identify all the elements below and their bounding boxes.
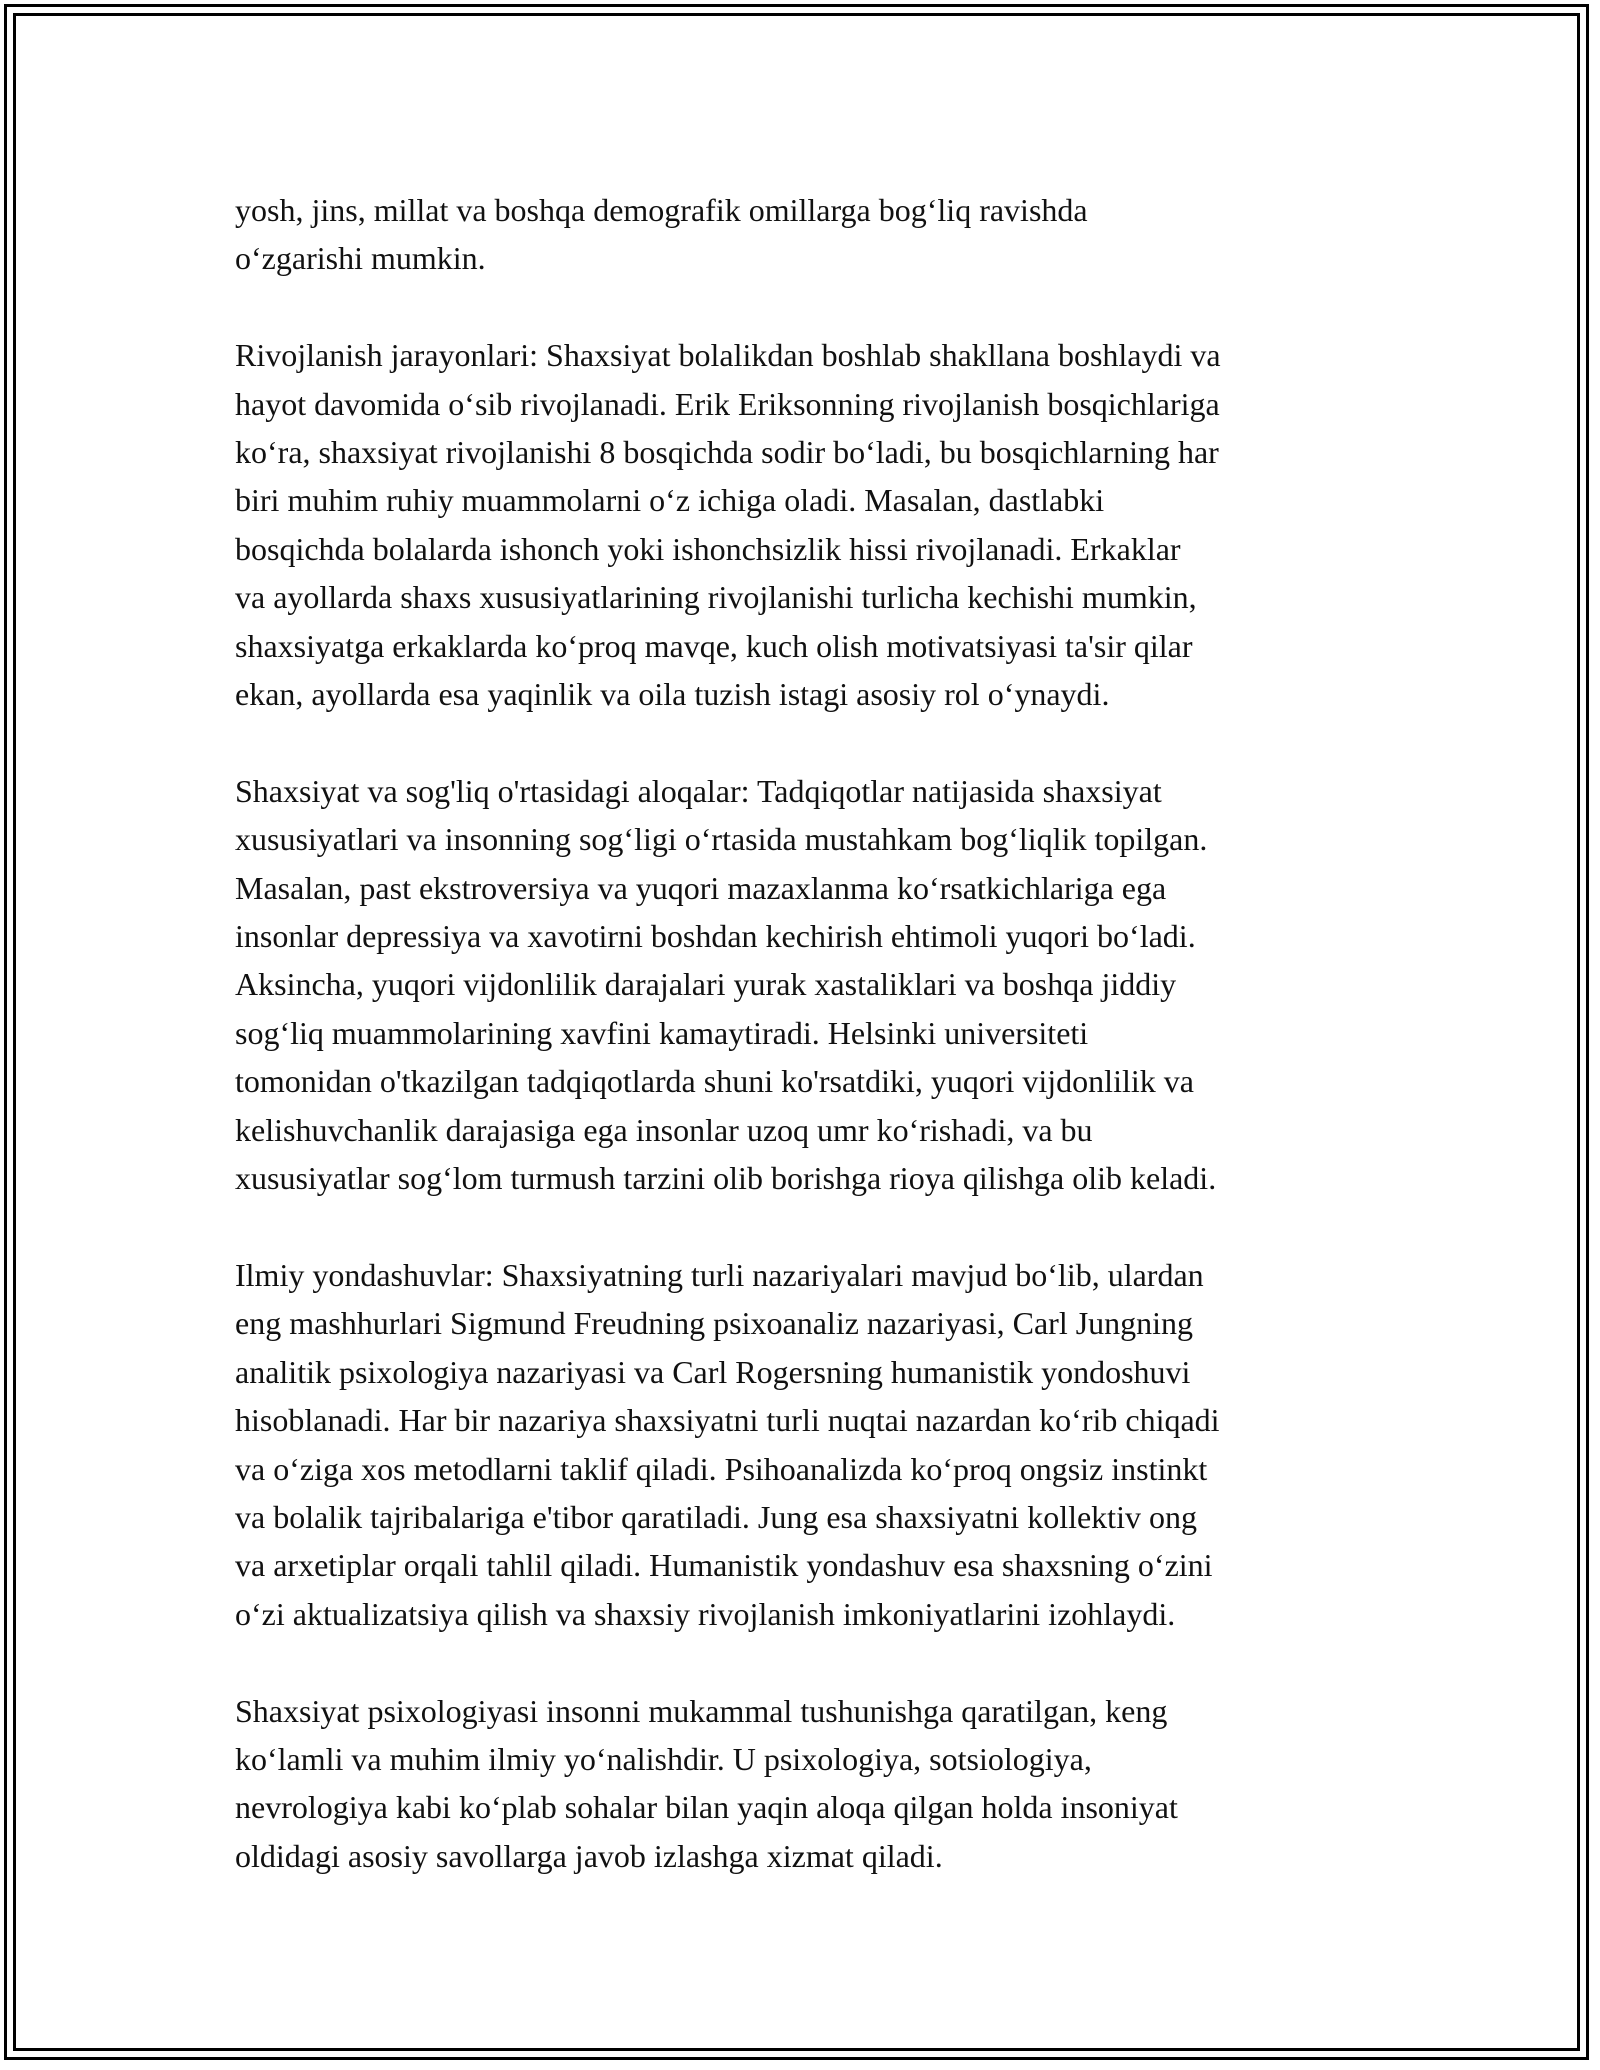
text-line: sog‘liq muammolarining xavfini kamaytiradi. Helsinki universiteti — [235, 1014, 1089, 1051]
paragraph-conclusion — [235, 1687, 1370, 1881]
text-line: Shaxsiyat va sog'liq o'rtasidagi aloqalar: Tadqiqotlar natijasida shaxsiyat — [235, 772, 1162, 809]
text-line: hisoblanadi. Har bir nazariya shaxsiyatni turli nuqtai nazardan ko‘rib chiqadi — [235, 1402, 1220, 1439]
text-line: Aksincha, yuqori vijdonlilik darajalari yurak xastaliklari va boshqa jiddiy — [235, 966, 1177, 1003]
text-line: ekan, ayollarda esa yaqinlik va oila tuzish istagi asosiy rol o‘ynaydi. — [235, 676, 1110, 713]
paragraph-scientific-approaches — [235, 1251, 1370, 1638]
text-line: va o‘ziga xos metodlarni taklif qiladi. Psihoanalizda ko‘proq ongsiz instinkt — [235, 1450, 1208, 1487]
paragraph-demographics — [235, 186, 1370, 283]
paragraph-development — [235, 331, 1370, 718]
text-line: kelishuvchanlik darajasiga ega insonlar uzoq umr ko‘rishadi, va bu — [235, 1111, 1093, 1148]
text-line: yosh, jins, millat va boshqa demografik omillarga bog‘liq ravishda — [235, 192, 1088, 228]
text-line: xususiyatlari va insonning sog‘ligi o‘rtasida mustahkam bog‘liqlik topilgan. — [235, 821, 1208, 858]
text-line: ko‘lamli va muhim ilmiy yo‘nalishdir. U psixologiya, sotsiologiya, — [235, 1740, 1092, 1777]
text-line: o‘zgarishi mumkin. — [235, 240, 486, 277]
text-line: oldidagi asosiy savollarga javob izlashga xizmat qiladi. — [235, 1837, 943, 1874]
text-line: bosqichda bolalarda ishonch yoki ishonchsizlik hissi rivojlanadi. Erkaklar — [235, 530, 1181, 567]
text-line: insonlar depressiya va xavotirni boshdan kechirish ehtimoli yuqori bo‘ladi. — [235, 918, 1196, 955]
document-body — [235, 186, 1370, 1929]
text-line: biri muhim ruhiy muammolarni o‘z ichiga oladi. Masalan, dastlabki — [235, 482, 1105, 519]
text-line: Ilmiy yondashuvlar: Shaxsiyatning turli nazariyalari mavjud bo‘lib, ulardan — [235, 1256, 1204, 1293]
text-line: o‘zi aktualizatsiya qilish va shaxsiy rivojlanish imkoniyatlarini izohlaydi. — [235, 1595, 1176, 1632]
text-line: va arxetiplar orqali tahlil qiladi. Humanistik yondashuv esa shaxsning o‘zini — [235, 1547, 1213, 1584]
text-line: va bolalik tajribalariga e'tibor qaratiladi. Jung esa shaxsiyatni kollektiv ong — [235, 1498, 1197, 1535]
text-line: tomonidan o'tkazilgan tadqiqotlarda shuni ko'rsatdiki, yuqori vijdonlilik va — [235, 1063, 1194, 1100]
text-line: ko‘ra, shaxsiyat rivojlanishi 8 bosqichda sodir bo‘ladi, bu bosqichlarning har — [235, 434, 1219, 471]
text-line: analitik psixologiya nazariyasi va Carl Rogersning humanistik yondoshuvi — [235, 1353, 1191, 1390]
text-line: eng mashhurlari Sigmund Freudning psixoanaliz nazariyasi, Carl Jungning — [235, 1305, 1194, 1342]
text-line: Masalan, past ekstroversiya va yuqori mazaxlanma ko‘rsatkichlariga ega — [235, 869, 1167, 906]
text-line: va ayollarda shaxs xususiyatlarining rivojlanishi turlicha kechishi mumkin, — [235, 579, 1197, 616]
text-line: hayot davomida o‘sib rivojlanadi. Erik Eriksonning rivojlanish bosqichlariga — [235, 385, 1220, 422]
text-line: shaxsiyatga erkaklarda ko‘proq mavqe, kuch olish motivatsiyasi ta'sir qilar — [235, 627, 1193, 664]
text-line: Shaxsiyat psixologiyasi insonni mukammal tushunishga qaratilgan, keng — [235, 1692, 1168, 1729]
paragraph-health — [235, 767, 1370, 1203]
text-line: xususiyatlar sog‘lom turmush tarzini olib borishga rioya qilishga olib keladi. — [235, 1160, 1217, 1197]
text-line: nevrologiya kabi ko‘plab sohalar bilan yaqin aloqa qilgan holda insoniyat — [235, 1789, 1178, 1826]
text-line: Rivojlanish jarayonlari: Shaxsiyat bolalikdan boshlab shakllana boshlaydi va — [235, 337, 1221, 374]
